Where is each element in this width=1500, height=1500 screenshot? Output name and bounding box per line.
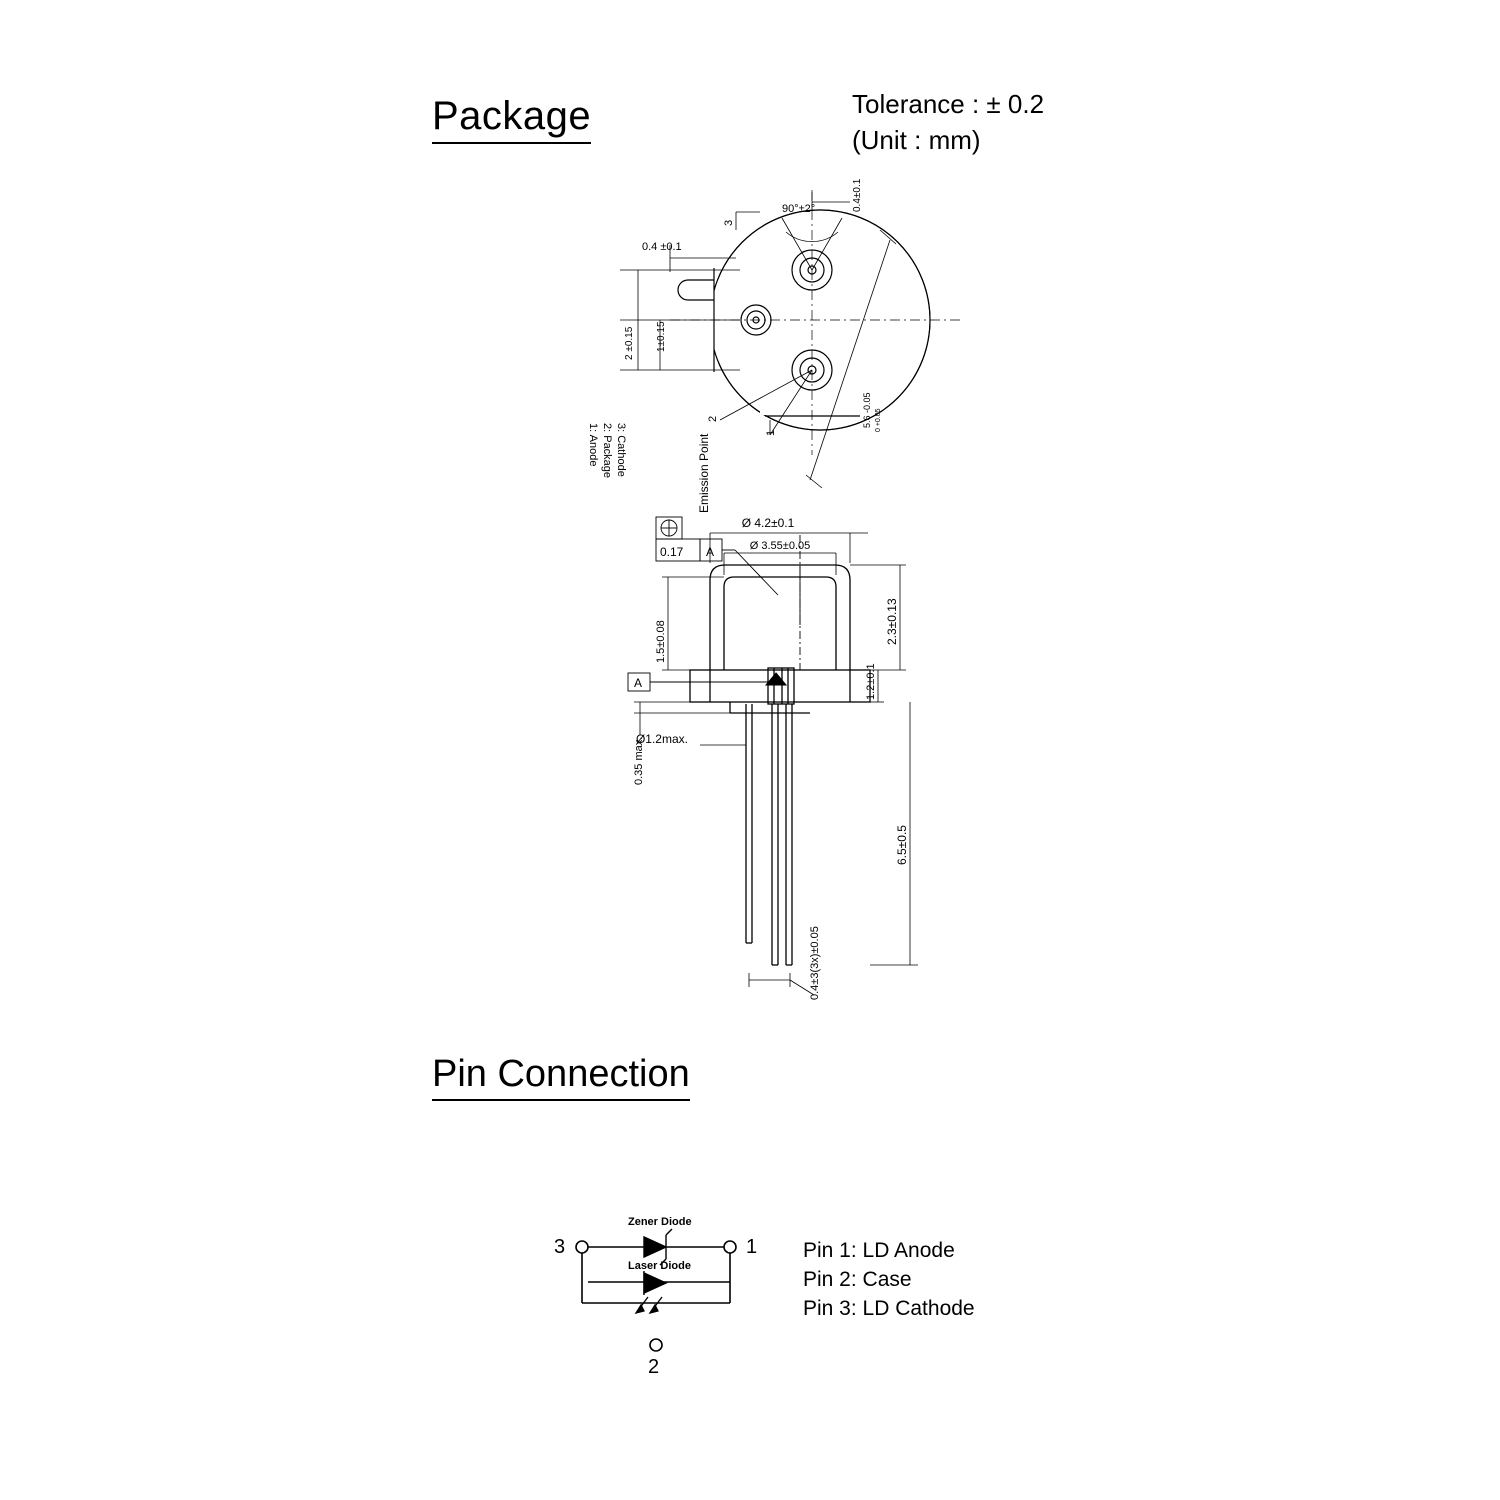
- dim-base-thickness: 1.2±0.1: [865, 663, 877, 700]
- pin-label-3: 3: [723, 219, 735, 226]
- pin-item: Pin 1: LD Anode: [803, 1239, 955, 1262]
- tolerance-line: Tolerance : ± 0.2: [852, 89, 1045, 119]
- datum-a-label: A: [634, 676, 643, 690]
- laser-diode-label: Laser Diode: [628, 1260, 691, 1272]
- dim-base-step: 0.35 max.: [633, 736, 645, 785]
- node-label-2: 2: [648, 1356, 660, 1378]
- dim-pin-offset-top: 0.4±0.1: [852, 178, 863, 212]
- tolerance-note: [852, 86, 1044, 158]
- page-title-package: Package: [432, 94, 591, 144]
- dim-lead-length: 6.5±0.5: [895, 825, 909, 865]
- zener-diode-label: Zener Diode: [628, 1216, 692, 1228]
- pin-label-1: 1: [765, 429, 777, 436]
- dim-diameter-flat: 5.6 -0.05: [862, 392, 872, 428]
- dim-cap-height: 2.3±0.13: [885, 598, 899, 645]
- dim-lead-diameter: Ø1.2max.: [635, 732, 688, 746]
- dim-cap-inner: Ø 3.55±0.05: [749, 540, 811, 552]
- pin-assignment-list: [803, 1236, 975, 1323]
- page-title-pin-connection: Pin Connection: [432, 1053, 690, 1101]
- angle-note: 90°±2°: [782, 203, 816, 215]
- unit-line: (Unit : mm): [852, 125, 981, 155]
- dim-window-height: 1.5±0.08: [655, 620, 667, 663]
- legend-cathode: 3: Cathode: [615, 423, 627, 477]
- dim-center-small: 1±0.15: [656, 321, 667, 352]
- legend-package: 2: Package: [601, 423, 613, 479]
- dim-diameter-flat-alt: 0 +0.05: [875, 408, 882, 432]
- dim-pin-offset-left: 0.4 ±0.1: [642, 241, 682, 253]
- legend-anode: 1: Anode: [587, 423, 599, 467]
- dim-cap-outer: Ø 4.2±0.1: [741, 516, 795, 530]
- pin-connection-schematic: [540, 1185, 800, 1385]
- node-label-1: 1: [746, 1236, 758, 1258]
- pin-item: Pin 3: LD Cathode: [803, 1297, 975, 1320]
- emission-point-label: Emission Point: [697, 433, 711, 513]
- node-label-3: 3: [554, 1236, 566, 1258]
- pin-label-2: 2: [707, 415, 719, 422]
- top-view-legend: [580, 415, 627, 485]
- flatness-datum: A: [706, 545, 715, 559]
- dim-lead-pitch: 0.4±3(3x)±0.05: [809, 926, 821, 1000]
- dim-center-large: 2 ±0.15: [624, 326, 635, 360]
- pin-item: Pin 2: Case: [803, 1268, 912, 1291]
- flatness-tolerance-value: 0.17: [660, 545, 684, 559]
